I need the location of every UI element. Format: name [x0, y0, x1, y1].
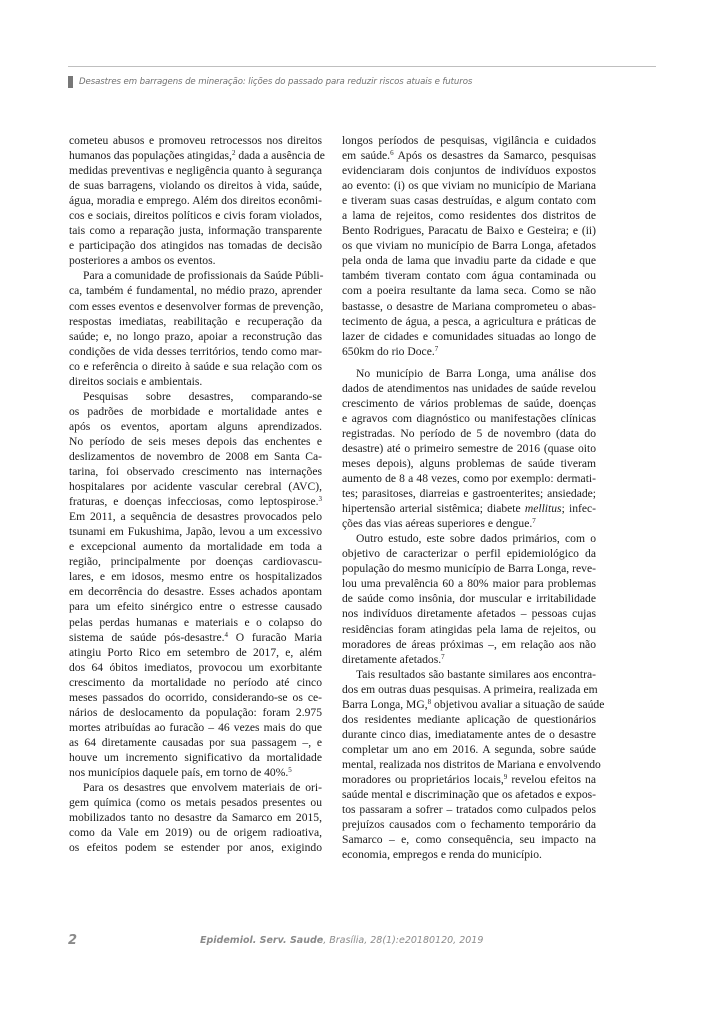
- line-text: residências foram atingidas pela lama de rejeitos, ou: [342, 622, 596, 636]
- line-text: ao evento: (i) os que viviam no município de Mariana: [342, 179, 596, 193]
- right-column: [342, 133, 605, 862]
- text-line: [342, 178, 596, 193]
- text-line: [342, 561, 596, 576]
- text-line: [342, 208, 596, 223]
- line-text: Para a comunidade de profissionais da Saúde Públi-: [83, 269, 324, 283]
- text-line: [69, 840, 322, 855]
- line-text: hipertensão arterial sistêmica; diabete: [342, 502, 525, 516]
- line-text: deslizamentos de novembro de 2008 em Santa Ca-: [69, 449, 322, 463]
- line-text: crescimento da mortalidade no período até cinco: [69, 675, 322, 689]
- text-line: [342, 606, 596, 621]
- line-text: dados de atendimentos nas unidades de saúde revelou: [342, 381, 596, 395]
- line-text: humanos das populações atingidas,: [69, 149, 232, 163]
- line-text: tecimento de água, a pesca, a agricultura e práticas de: [342, 314, 596, 328]
- text-line: [342, 802, 596, 817]
- line-text: em saúde.: [342, 149, 391, 163]
- line-text: Tais resultados são bastante similares aos encontra-: [356, 667, 596, 681]
- text-line: [342, 223, 596, 238]
- line-text: crescimento de vários problemas de saúde, doenças: [342, 396, 596, 410]
- text-line: [342, 148, 596, 163]
- text-line: [69, 524, 322, 539]
- line-text: nos municípios daquele país, em torno de 40%.: [69, 765, 289, 779]
- text-line: [69, 825, 322, 840]
- text-line: [342, 329, 596, 344]
- journal-name: Epidemiol. Serv. Saude: [200, 935, 324, 946]
- line-text: cos e sociais, direitos políticos e civis foram violados,: [69, 209, 322, 223]
- line-text: No período de seis meses depois das enchentes e: [69, 434, 322, 448]
- journal-citation: [200, 935, 483, 946]
- line-text: sistema de saúde pós-desastre.: [69, 630, 225, 644]
- page-number: 2: [68, 933, 78, 948]
- text-line: [69, 329, 322, 344]
- line-text: com a poeira resultante da lama seca. Como se não: [342, 284, 596, 298]
- line-text-after: revelou efeitos na: [507, 772, 596, 786]
- text-line: [69, 599, 322, 614]
- text-line: [69, 569, 322, 584]
- text-line: [342, 366, 596, 381]
- text-line: [342, 501, 596, 516]
- line-text: tarina, foi observado crescimento nas internações: [69, 465, 322, 479]
- text-line: [69, 720, 322, 735]
- line-text: também tiveram contato com água contaminada ou: [342, 269, 596, 283]
- text-line: [69, 374, 322, 389]
- text-line: [342, 787, 596, 802]
- line-text: durante cinco dias, imediatamente antes de o desastre: [342, 727, 596, 741]
- text-line: [69, 584, 322, 599]
- text-line: [69, 795, 322, 810]
- reference-number: 7: [532, 517, 536, 526]
- text-line: [342, 682, 596, 697]
- text-line: [69, 479, 322, 494]
- line-text: os que viviam no município de Barra Longa, afetados: [342, 239, 596, 253]
- reference-number: 2: [231, 149, 236, 158]
- line-text: evidenciaram dois conjuntos de indivíduos expostos: [342, 164, 596, 178]
- text-line: [69, 178, 322, 193]
- text-line: [342, 253, 596, 268]
- line-text: diretamente afetados.: [342, 652, 442, 666]
- line-text: meses passados do ocorrido, considerando-se os ce-: [69, 690, 322, 704]
- line-text: nos indivíduos diretamente afetados – pessoas cujas: [342, 607, 596, 621]
- line-text: desastre) até o primeiro semestre de 2016 (quase oito: [342, 441, 596, 455]
- line-text: os padrões de morbidade e mortalidade antes e: [69, 404, 322, 418]
- line-text: No município de Barra Longa, uma análise dos: [356, 366, 596, 380]
- text-line: [69, 314, 322, 329]
- text-line: [342, 727, 596, 742]
- line-text: completar um ano em 2016. A segunda, sobre saúde: [342, 742, 596, 756]
- text-line: [69, 449, 322, 464]
- reference-number: 6: [390, 149, 394, 158]
- text-line: [69, 494, 322, 509]
- line-text: dos em outras duas pesquisas. A primeira, realizada em: [342, 682, 598, 696]
- line-text: Em 2011, a sequência de desastres provocados pelo: [69, 510, 322, 524]
- text-line: [69, 253, 322, 268]
- line-text: com esses eventos e desenvolver formas de prevenção,: [69, 299, 324, 313]
- text-line: [342, 622, 596, 637]
- header-rule: [68, 66, 656, 67]
- line-text: após os eventos, aportam alguns aprendizados.: [69, 419, 322, 433]
- text-line: [342, 396, 596, 411]
- line-text: saúde; e, no longo prazo, apoiar a reconstrução das: [69, 329, 322, 343]
- line-text-after: objetivou avaliar a situação de saúde: [431, 697, 605, 711]
- reference-number: 7: [434, 344, 439, 353]
- text-line: [342, 516, 596, 531]
- line-text: economia, empregos e renda do município.: [342, 848, 542, 862]
- line-text: respostas imediatas, reabilitação e recuperação da: [69, 314, 322, 328]
- text-line: [342, 591, 596, 606]
- text-line: [69, 133, 322, 148]
- line-text: mobilizados tanto no desastre da Samarco em 2015,: [69, 811, 322, 825]
- text-line: [342, 193, 596, 208]
- line-text: registradas. No período de 5 de novembro (data do: [342, 426, 596, 440]
- text-line: [342, 772, 596, 787]
- line-text: e tiveram suas casas destruídas, e algum contato com: [342, 194, 596, 208]
- text-line: [342, 163, 596, 178]
- line-text: de saúde como insônia, dor muscular e irritabilidade: [342, 592, 596, 606]
- text-line: [342, 314, 596, 329]
- line-text: lazer de cidades e comunidades situadas ao longo de: [342, 329, 596, 343]
- line-text: lares, e em idosos, mesmo entre os hospitalizados: [69, 570, 322, 584]
- line-text: moradores ou proprietários locais,: [342, 772, 504, 786]
- text-line: [69, 645, 322, 660]
- line-text: população do mesmo município de Barra Longa, reve-: [342, 562, 596, 576]
- text-line: [342, 847, 596, 862]
- text-line: [69, 509, 322, 524]
- text-line: [69, 389, 322, 404]
- text-line: [342, 712, 596, 727]
- text-line: [69, 193, 322, 208]
- line-text: nários de deslocamento da população: foram 2.975: [69, 705, 322, 719]
- text-line: [69, 554, 322, 569]
- line-text: posteriores a ambos os eventos.: [69, 254, 216, 268]
- text-line: [342, 426, 596, 441]
- reference-number: 3: [318, 495, 322, 504]
- text-line: [342, 652, 596, 667]
- line-text: mortes atribuídas ao furacão – 46 vezes mais do que: [69, 720, 322, 734]
- text-line: [342, 441, 596, 456]
- line-text: saúde mental e discriminação que os afetados e expos-: [342, 788, 596, 802]
- line-text: moradores de áreas próximas –, em relação aos não: [342, 637, 596, 651]
- text-line: [69, 539, 322, 554]
- text-line: [342, 546, 596, 561]
- text-line: [342, 133, 596, 148]
- line-text: tos passaram a sofrer – tratados como culpados pelos: [342, 803, 596, 817]
- text-line: [342, 757, 601, 772]
- text-line: [69, 223, 322, 238]
- running-header: [68, 74, 668, 90]
- text-line: [342, 344, 596, 359]
- text-line: [69, 690, 322, 705]
- line-text: atingiu Porto Rico em setembro de 2017, e, além: [69, 645, 322, 659]
- line-text: ções das vias aéreas superiores e dengue.: [342, 517, 533, 531]
- text-line: [69, 404, 322, 419]
- line-text: 650km do rio Doce.: [342, 344, 435, 358]
- line-text: Barra Longa, MG,: [342, 697, 428, 711]
- line-text: as 64 diretamente causadas por sua passagem –, e: [69, 735, 322, 749]
- line-text: fraturas, e doenças infecciosas, como leptospirose.: [69, 495, 319, 509]
- line-text: dos 64 óbitos imediatos, provocou um exorbitante: [69, 660, 322, 674]
- line-text: tais como a reparação justa, informação transparente: [69, 224, 322, 238]
- line-text: gem química (como os metais pesados presentes ou: [69, 796, 322, 810]
- text-line: [69, 464, 322, 479]
- text-line: [342, 697, 605, 712]
- text-line: [69, 163, 322, 178]
- text-line: [342, 832, 596, 847]
- line-text: região, principalmente por doenças cardiovascu-: [69, 555, 322, 569]
- line-text: hospitalares por acidente vascular cerebral (AVC),: [69, 480, 322, 494]
- line-text: e excepcional aumento da mortalidade em toda a: [69, 540, 322, 554]
- line-text: Samarco – e, como consequência, seu impacto na: [342, 833, 596, 847]
- text-line: [69, 419, 322, 434]
- citation-details: , Brasília, 28(1):e20180120, 2019: [323, 935, 484, 946]
- text-line: [69, 344, 322, 359]
- line-text: Para os desastres que envolvem materiais de ori-: [83, 781, 322, 795]
- text-line: [69, 765, 322, 780]
- line-text: Outro estudo, este sobre dados primários, com o: [356, 532, 596, 546]
- reference-number: 9: [503, 772, 508, 781]
- page-footer: [0, 933, 724, 953]
- line-text: dos residentes mediante aplicação de questionários: [342, 712, 596, 726]
- text-line: [342, 667, 596, 682]
- line-text: lou uma prevalência 60 a 80% maior para problemas: [342, 577, 596, 591]
- text-line: [342, 283, 596, 298]
- text-line: [69, 299, 322, 314]
- text-line: [342, 299, 596, 314]
- running-title: Desastres em barragens de mineração: lições do passado para reduzir riscos atuais e futuros: [79, 77, 473, 87]
- line-text: água, moradia e emprego. Além dos direitos econômi-: [69, 194, 322, 208]
- line-text: a lama de rejeitos, como residentes dos distritos de: [342, 209, 596, 223]
- reference-number: 7: [441, 652, 445, 661]
- line-text: Bento Rodrigues, Paracatu de Baixo e Gesteira; e (ii): [342, 224, 596, 238]
- line-text: como da Vale em 2019) ou de origem radioativa,: [69, 826, 322, 840]
- text-line: [342, 381, 596, 396]
- line-text: mental, realizada nos distritos de Mariana e envolvendo: [342, 757, 601, 771]
- text-line: [69, 750, 322, 765]
- reference-number: 8: [427, 697, 432, 706]
- line-text: os efeitos podem se estender por anos, exigindo: [69, 841, 322, 855]
- text-line: [69, 630, 322, 645]
- line-text: co e referência o direito à saúde e sua relação com os: [69, 359, 322, 373]
- text-line: [342, 531, 596, 546]
- line-text: cometeu abusos e promoveu retrocessos nos direitos: [69, 134, 322, 147]
- text-line: [69, 705, 322, 720]
- line-text: meses depois), alguns problemas de saúde tiveram: [342, 456, 596, 470]
- text-line: [69, 660, 322, 675]
- text-line: [69, 148, 325, 163]
- line-text: Pesquisas sobre desastres, comparando-se: [83, 389, 322, 403]
- line-text: condições de vida desses territórios, tendo como mar-: [69, 344, 322, 358]
- line-text-after: ; infec-: [561, 502, 596, 516]
- header-marker-icon: [68, 76, 73, 88]
- text-line: [342, 238, 596, 253]
- text-line: [69, 283, 322, 298]
- reference-number: 4: [224, 630, 228, 639]
- text-line: [69, 268, 322, 283]
- line-text: e participação dos atingidos nas tomadas de decisão: [69, 239, 322, 253]
- line-text: medidas preventivas e negligência quanto à segurança: [69, 164, 322, 178]
- left-column: [69, 133, 325, 855]
- text-line: [342, 471, 596, 486]
- line-text-after: Após os desastres da Samarco, pesquisas: [393, 149, 596, 163]
- line-text-after: dada a ausência de: [235, 149, 325, 163]
- line-text: tes; parasitoses, diarreias e gastroenterites; ansiedade;: [342, 487, 596, 501]
- text-line: [69, 359, 322, 374]
- line-text: bastasse, o desastre de Mariana comprometeu o abas-: [342, 299, 596, 313]
- text-line: [342, 486, 596, 501]
- line-text: pela onda de lama que invadiu parte da cidade e que: [342, 254, 596, 268]
- line-text: e agravos com diagnóstico ou manifestações clínicas: [342, 411, 596, 425]
- text-line: [342, 268, 596, 283]
- text-line: [342, 637, 596, 652]
- text-line: [342, 576, 596, 591]
- line-text: ca, também é fundamental, no médio prazo, aprender: [69, 284, 322, 298]
- line-text: aumento de 8 a 48 vezes, como por exemplo: dermati-: [342, 472, 596, 486]
- text-line: [69, 615, 322, 630]
- line-text: houve um incremento significativo da mortalidade: [69, 750, 322, 764]
- text-line: [69, 780, 322, 795]
- italic-term: mellitus: [524, 502, 562, 516]
- line-text: objetivo de caracterizar o perfil epidemiológico da: [342, 547, 596, 561]
- line-text: em decorrência do desastre. Esses achados apontam: [69, 585, 322, 599]
- text-line: [342, 411, 596, 426]
- line-text: tsunami em Fukushima, Japão, levou a um excessivo: [69, 525, 322, 539]
- line-text: longos períodos de pesquisas, vigilância e cuidados: [342, 134, 596, 147]
- reference-number: 5: [288, 765, 292, 774]
- line-text: pelas perdas humanas e materiais e o colapso do: [69, 615, 322, 629]
- text-line: [69, 675, 322, 690]
- text-line: [342, 456, 596, 471]
- text-line: [342, 817, 596, 832]
- line-text: direitos sociais e ambientais.: [69, 374, 203, 388]
- text-line: [69, 735, 322, 750]
- line-text-after: O furacão Maria: [228, 630, 322, 644]
- line-text: prejuízos causados com o fechamento temporário da: [342, 818, 596, 832]
- text-line: [69, 434, 322, 449]
- text-line: [69, 810, 322, 825]
- line-text: para um efeito sinérgico entre o estresse causado: [69, 600, 322, 614]
- text-line: [69, 208, 322, 223]
- text-line: [342, 742, 596, 757]
- line-text: de suas barragens, violando os direitos à vida, saúde,: [69, 179, 322, 193]
- text-line: [69, 238, 322, 253]
